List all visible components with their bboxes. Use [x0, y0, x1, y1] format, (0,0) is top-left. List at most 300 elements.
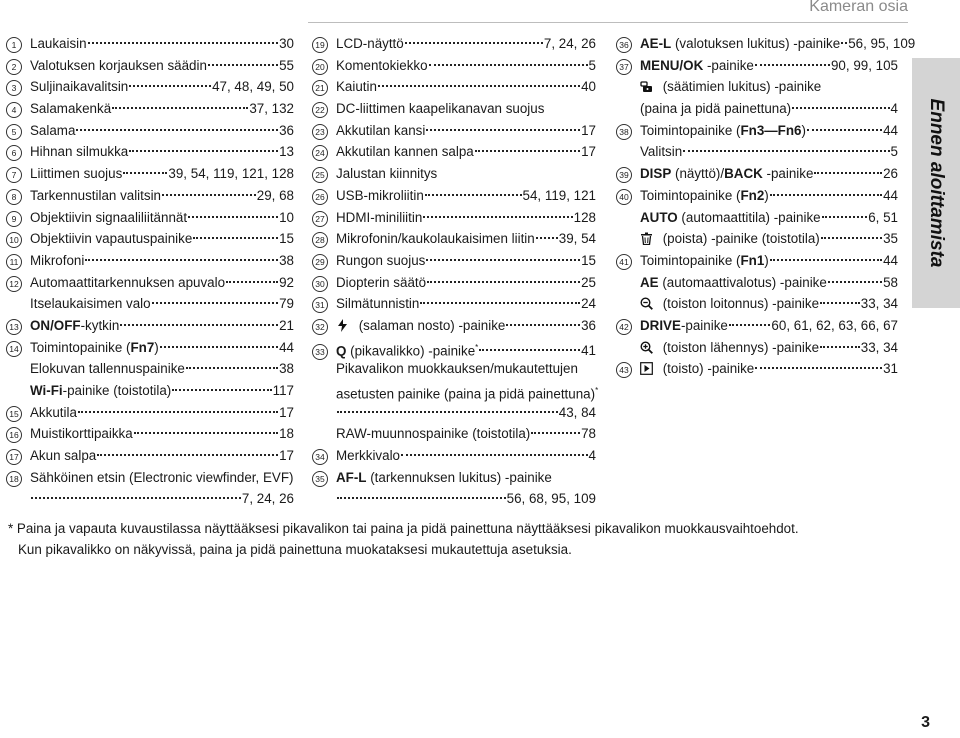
- leader-dots: [822, 216, 868, 218]
- item-label-text: USB-mikroliitin: [336, 187, 424, 203]
- list-item: [616, 228, 898, 250]
- item-number-badge: 24: [312, 145, 328, 161]
- item-pages: 18: [279, 426, 294, 442]
- leader-dots: [807, 129, 882, 131]
- play-icon: [640, 360, 653, 373]
- item-number: [616, 362, 640, 378]
- item-number: [312, 37, 336, 53]
- list-item: [6, 185, 294, 207]
- item-label-text: Valitsin: [640, 144, 683, 160]
- item-number: [6, 37, 30, 53]
- leader-dots: [88, 42, 279, 44]
- list-item: [312, 33, 596, 55]
- item-number: [6, 124, 30, 140]
- zoom-in-icon: [640, 339, 653, 352]
- leader-dots: [429, 64, 588, 66]
- item-label: [30, 120, 75, 142]
- item-label-bold: DISP: [640, 166, 672, 182]
- leader-dots: [770, 259, 882, 261]
- item-number-badge: 29: [312, 254, 328, 270]
- item-pages: 33, 34: [860, 339, 898, 355]
- item-label-bold: AE-L: [640, 36, 672, 51]
- item-label: [640, 358, 754, 380]
- list-item: [616, 120, 898, 142]
- item-label-text: asetusten painike (paina ja pidä painettuna): [336, 386, 596, 402]
- item-pages: 44: [883, 252, 898, 268]
- item-number: [312, 102, 336, 118]
- item-number: [312, 189, 336, 205]
- list-item: [616, 337, 898, 359]
- item-number: [616, 189, 640, 205]
- leader-dots: [755, 64, 830, 66]
- item-label-text: -painike (toistotila): [62, 383, 172, 398]
- item-label: [336, 33, 404, 55]
- zoom-out-icon: [640, 295, 653, 308]
- item-number: [6, 59, 30, 75]
- item-pages: 7, 24, 26: [543, 36, 596, 51]
- item-label-text: Pikavalikon muokkauksen/mukautettujen: [336, 361, 578, 377]
- item-label-text: (säätimien lukitus) -painike: [659, 79, 822, 95]
- item-number: [6, 449, 30, 465]
- list-item: [6, 293, 294, 315]
- item-pages: 90, 99, 105: [830, 57, 898, 73]
- item-number: [312, 211, 336, 227]
- item-number: [6, 341, 30, 357]
- item-label-text: DC-liittimen kaapelikanavan suojus: [336, 101, 545, 117]
- leader-dots: [97, 454, 278, 456]
- item-pages: 6, 51: [868, 209, 898, 225]
- list-item: [616, 33, 916, 55]
- item-label-text: Automaattitarkennuksen apuvalo: [30, 274, 226, 290]
- list-item: [6, 467, 294, 489]
- item-pages: 21: [279, 317, 294, 333]
- item-number: [312, 254, 336, 270]
- item-label: [640, 98, 791, 120]
- leader-dots: [186, 367, 278, 369]
- item-label-text: Akkutilan kannen salpa: [336, 144, 474, 160]
- item-number: [6, 471, 30, 487]
- item-label-bold: BACK: [724, 166, 763, 182]
- item-number: [6, 276, 30, 292]
- flash-icon: [336, 317, 349, 330]
- item-label-text: RAW-muunnospainike (toistotila): [336, 426, 531, 442]
- leader-dots: [536, 237, 558, 239]
- list-item: [6, 120, 294, 142]
- item-number: [6, 189, 30, 205]
- item-label-text: Valotuksen korjauksen säädin: [30, 57, 207, 73]
- leader-dots: [820, 302, 860, 304]
- item-number: [312, 276, 336, 292]
- item-number: [6, 211, 30, 227]
- leader-dots: [112, 107, 248, 109]
- item-pages: 117: [272, 383, 294, 398]
- item-label: [336, 358, 578, 380]
- item-label: [336, 163, 437, 185]
- item-label-bold: ON/OFF: [30, 317, 81, 333]
- item-number: [6, 427, 30, 443]
- item-number-badge: 41: [616, 254, 632, 270]
- leader-dots: [337, 497, 506, 499]
- leader-dots: [426, 129, 580, 131]
- item-label: [640, 55, 754, 77]
- leader-dots: [729, 324, 771, 326]
- item-pages: 56, 95, 109: [848, 36, 916, 51]
- list-item: [312, 467, 596, 489]
- item-label-text: (poista) -painike (toistotila): [659, 231, 820, 247]
- list-item: [312, 250, 596, 272]
- item-pages: 17: [581, 122, 596, 138]
- item-pages: 17: [279, 404, 294, 420]
- item-pages: 15: [581, 252, 596, 268]
- item-label: [640, 185, 769, 207]
- leader-dots: [426, 259, 580, 261]
- item-label: [336, 207, 422, 229]
- item-number: [312, 124, 336, 140]
- leader-dots: [123, 172, 167, 174]
- list-item: [616, 293, 898, 315]
- item-pages: 79: [279, 296, 294, 312]
- item-label-text: Akun salpa: [30, 448, 97, 464]
- leader-dots: [683, 150, 889, 152]
- list-item: [616, 55, 898, 77]
- list-item: [312, 98, 596, 120]
- item-label-text: ): [764, 187, 769, 203]
- footnote-line-2: Kun pikavalikko on näkyvissä, paina ja pidä painettuna muokataksesi mukautettuja asetuksia.: [18, 542, 572, 557]
- leader-dots: [531, 432, 580, 434]
- item-pages: 40: [581, 79, 596, 95]
- leader-dots: [423, 216, 572, 218]
- item-label: [640, 228, 820, 250]
- item-label-text: Kaiutin: [336, 79, 377, 95]
- item-pages: 44: [883, 122, 898, 138]
- item-pages: 13: [279, 144, 294, 160]
- item-label-text: (automaattivalotus) -painike: [658, 274, 827, 290]
- item-number-badge: 11: [6, 254, 22, 270]
- item-label-bold: AE: [640, 274, 659, 290]
- leader-dots: [129, 150, 278, 152]
- item-number-badge: 36: [616, 37, 632, 53]
- item-number: [616, 124, 640, 140]
- item-pages: 39, 54: [558, 231, 596, 247]
- list-item: [6, 98, 294, 120]
- list-item: [6, 272, 294, 294]
- leader-dots: [162, 194, 256, 196]
- item-label-text: (toiston lähennys) -painike: [659, 339, 820, 355]
- item-label: [30, 55, 207, 77]
- item-pages: 39, 54, 119, 121, 128: [168, 166, 294, 182]
- item-number: [312, 59, 336, 75]
- item-number: [6, 254, 30, 270]
- footnote-marker: *: [595, 386, 599, 395]
- item-pages: 31: [883, 361, 898, 377]
- list-item: [6, 337, 294, 359]
- item-number-badge: 4: [6, 102, 22, 118]
- item-pages: 24: [581, 296, 596, 312]
- leader-dots: [841, 42, 847, 44]
- item-number-badge: 12: [6, 276, 22, 292]
- item-label-text: Akkutila: [30, 404, 77, 420]
- item-pages: 54, 119, 121: [522, 187, 596, 203]
- item-number-badge: 37: [616, 59, 632, 75]
- item-number-badge: 30: [312, 276, 328, 292]
- item-label: [640, 141, 682, 163]
- item-label: [640, 120, 806, 142]
- item-number-badge: 10: [6, 232, 22, 248]
- item-label-text: -kytkin: [80, 317, 120, 333]
- item-pages: 25: [581, 274, 596, 290]
- item-label: [30, 445, 96, 467]
- leader-dots: [78, 411, 278, 413]
- item-number-badge: 40: [616, 189, 632, 205]
- item-pages: 30: [279, 36, 294, 51]
- item-pages: 29, 68: [256, 187, 294, 203]
- parts-column-1: [6, 33, 294, 510]
- item-pages: 5: [588, 57, 596, 73]
- item-label: [30, 98, 111, 120]
- item-label: [30, 293, 151, 315]
- list-item: [616, 98, 898, 120]
- item-pages: 4: [588, 448, 596, 464]
- item-label-text: Salama: [30, 122, 76, 138]
- item-pages: 43, 84: [558, 404, 596, 420]
- item-number: [616, 254, 640, 270]
- item-number-badge: 14: [6, 341, 22, 357]
- item-label: [336, 423, 530, 445]
- item-number: [6, 232, 30, 248]
- item-pages: 92: [279, 274, 294, 290]
- item-number-badge: 13: [6, 319, 22, 335]
- list-item: [616, 272, 898, 294]
- item-label-text: Diopterin säätö: [336, 274, 427, 290]
- item-number: [312, 297, 336, 313]
- parts-column-3: [616, 33, 916, 380]
- item-number: [312, 145, 336, 161]
- item-label-text: Mikrofoni: [30, 252, 85, 268]
- leader-dots: [770, 194, 882, 196]
- list-item: [6, 445, 294, 467]
- item-pages: 55: [279, 57, 294, 73]
- item-pages: 44: [279, 339, 294, 355]
- item-label: [336, 467, 552, 489]
- item-label-bold: Fn1: [740, 252, 765, 268]
- item-label-text: Akkutilan kansi: [336, 122, 426, 138]
- list-item: [6, 358, 294, 380]
- item-label: [30, 141, 128, 163]
- item-label-text: Objektiivin signaaliliitännät: [30, 209, 188, 225]
- leader-dots: [134, 432, 278, 434]
- item-label-text: -painike: [762, 166, 814, 182]
- item-label: [30, 467, 293, 489]
- leader-dots: [76, 129, 278, 131]
- item-number: [616, 167, 640, 183]
- item-label-text: HDMI-miniliitin: [336, 209, 423, 225]
- item-number-badge: 35: [312, 471, 328, 487]
- item-label-text: ): [801, 122, 806, 138]
- item-number-badge: 42: [616, 319, 632, 335]
- side-tab: [912, 58, 960, 308]
- list-item: [616, 76, 898, 98]
- item-number: [312, 471, 336, 487]
- item-label: [336, 293, 419, 315]
- item-number-badge: 39: [616, 167, 632, 183]
- item-label-text: (pikavalikko) -painike: [346, 343, 476, 359]
- item-number-badge: 22: [312, 102, 328, 118]
- item-pages: 38: [279, 361, 294, 377]
- list-item: [312, 337, 596, 359]
- item-label-text: (toisto) -painike: [659, 361, 755, 377]
- leader-dots: [814, 172, 882, 174]
- item-number: [312, 167, 336, 183]
- item-label-text: (näyttö)/: [671, 166, 725, 182]
- item-number-badge: 20: [312, 59, 328, 75]
- list-item: [616, 315, 898, 337]
- leader-dots: [792, 107, 889, 109]
- item-label: [640, 76, 821, 98]
- item-number: [6, 80, 30, 96]
- list-item: [616, 207, 898, 229]
- item-label: [30, 163, 122, 185]
- item-label: [30, 33, 87, 55]
- leader-dots: [820, 346, 860, 348]
- list-item: [6, 315, 294, 337]
- item-pages: 36: [581, 317, 596, 333]
- leader-dots: [85, 259, 278, 261]
- item-label: [640, 272, 827, 294]
- parts-column-2: [312, 33, 599, 510]
- list-item: [312, 76, 596, 98]
- leader-dots: [120, 324, 278, 326]
- leader-dots: [420, 302, 580, 304]
- item-label: [336, 185, 424, 207]
- list-item: [312, 163, 596, 185]
- item-number-badge: 25: [312, 167, 328, 183]
- item-label: [640, 207, 821, 229]
- item-label: [640, 293, 819, 315]
- item-number-badge: 34: [312, 449, 328, 465]
- item-label: [336, 120, 425, 142]
- leader-dots: [755, 367, 882, 369]
- item-label: [30, 228, 192, 250]
- item-number: [6, 167, 30, 183]
- item-label-text: Tarkennustilan valitsin: [30, 187, 161, 203]
- item-label: [30, 315, 119, 337]
- item-label-text: Objektiivin vapautuspainike: [30, 231, 193, 247]
- item-number-badge: 19: [312, 37, 328, 53]
- item-label-text: Toimintopainike (: [640, 122, 741, 138]
- list-item: [6, 488, 294, 510]
- lock-icon: [640, 78, 653, 91]
- leader-dots: [479, 349, 580, 351]
- list-item: [312, 55, 596, 77]
- list-item: [312, 445, 596, 467]
- list-item: [6, 55, 294, 77]
- item-label-text: Hihnan silmukka: [30, 144, 129, 160]
- item-number: [312, 232, 336, 248]
- item-pages: 44: [883, 187, 898, 203]
- item-pages: 41: [581, 343, 596, 359]
- leader-dots: [405, 42, 543, 44]
- item-label-text: Toimintopainike (: [640, 252, 741, 268]
- item-label: [336, 228, 535, 250]
- item-label: [336, 55, 428, 77]
- item-label-text: Merkkivalo: [336, 448, 400, 464]
- item-pages: 26: [883, 166, 898, 182]
- item-label: [336, 315, 505, 337]
- item-number-badge: 21: [312, 80, 328, 96]
- list-item: [6, 141, 294, 163]
- list-item: [312, 423, 596, 445]
- item-label: [640, 250, 769, 272]
- item-pages: 47, 48, 49, 50: [212, 79, 294, 95]
- list-item: [312, 488, 596, 510]
- item-number: [312, 319, 336, 335]
- item-number-badge: 18: [6, 471, 22, 487]
- leader-dots: [828, 281, 882, 283]
- item-pages: 17: [581, 144, 596, 160]
- item-number-badge: 28: [312, 232, 328, 248]
- item-number-badge: 38: [616, 124, 632, 140]
- item-number-badge: 9: [6, 211, 22, 227]
- item-label-text: -painike: [680, 317, 728, 333]
- item-pages: 35: [883, 231, 898, 247]
- item-label-text: (toiston loitonnus) -painike: [659, 296, 820, 312]
- list-item: [6, 33, 294, 55]
- footnote-marker: *: [475, 342, 479, 352]
- item-label: [336, 98, 544, 120]
- item-label-text: Mikrofonin/kaukolaukaisimen liitin: [336, 231, 535, 247]
- item-label-bold: AF-L: [336, 469, 367, 485]
- item-label-text: LCD-näyttö: [336, 36, 404, 51]
- list-item: [6, 250, 294, 272]
- item-label-text: Silmätunnistin: [336, 296, 420, 312]
- list-item: [6, 207, 294, 229]
- list-item: [616, 358, 898, 380]
- leader-dots: [226, 281, 278, 283]
- leader-dots: [378, 85, 580, 87]
- item-label-text: Toimintopainike (: [640, 187, 741, 203]
- item-number: [312, 80, 336, 96]
- item-number-badge: 16: [6, 427, 22, 443]
- item-label-bold: Fn2: [740, 187, 765, 203]
- item-label-bold: Fn7: [130, 339, 155, 355]
- item-label-text: Elokuvan tallennuspainike: [30, 361, 185, 377]
- side-tab-label: Ennen aloittamista: [926, 98, 947, 268]
- item-label-bold: Wi-Fi: [30, 383, 63, 398]
- item-label-text: Laukaisin: [30, 36, 87, 51]
- leader-dots: [31, 497, 241, 499]
- item-label-text: -painike: [703, 57, 754, 73]
- item-pages: 10: [279, 209, 294, 225]
- leader-dots: [427, 281, 580, 283]
- list-item: [312, 185, 596, 207]
- item-number: [6, 102, 30, 118]
- item-pages: 36: [279, 122, 294, 138]
- item-number-badge: 23: [312, 124, 328, 140]
- item-label: [30, 272, 225, 294]
- footnote-line-1: * Paina ja vapauta kuvaustilassa näyttääksesi pikavalikon tai paina ja pidä painettuna näyttääksesi pikavalikon muokkausvaihtoehdot.: [8, 521, 799, 536]
- item-number-badge: 5: [6, 124, 22, 140]
- item-label-text: (tarkennuksen lukitus) -painike: [366, 469, 552, 485]
- item-label-bold: MENU/OK: [640, 57, 704, 73]
- leader-dots: [152, 302, 279, 304]
- leader-dots: [401, 454, 588, 456]
- item-pages: 7, 24, 26: [241, 491, 294, 507]
- list-item: [312, 228, 596, 250]
- item-label-bold: AUTO: [640, 209, 678, 225]
- item-label-text: (paina ja pidä painettuna): [640, 101, 792, 117]
- item-label: [30, 76, 128, 98]
- list-item: [312, 272, 596, 294]
